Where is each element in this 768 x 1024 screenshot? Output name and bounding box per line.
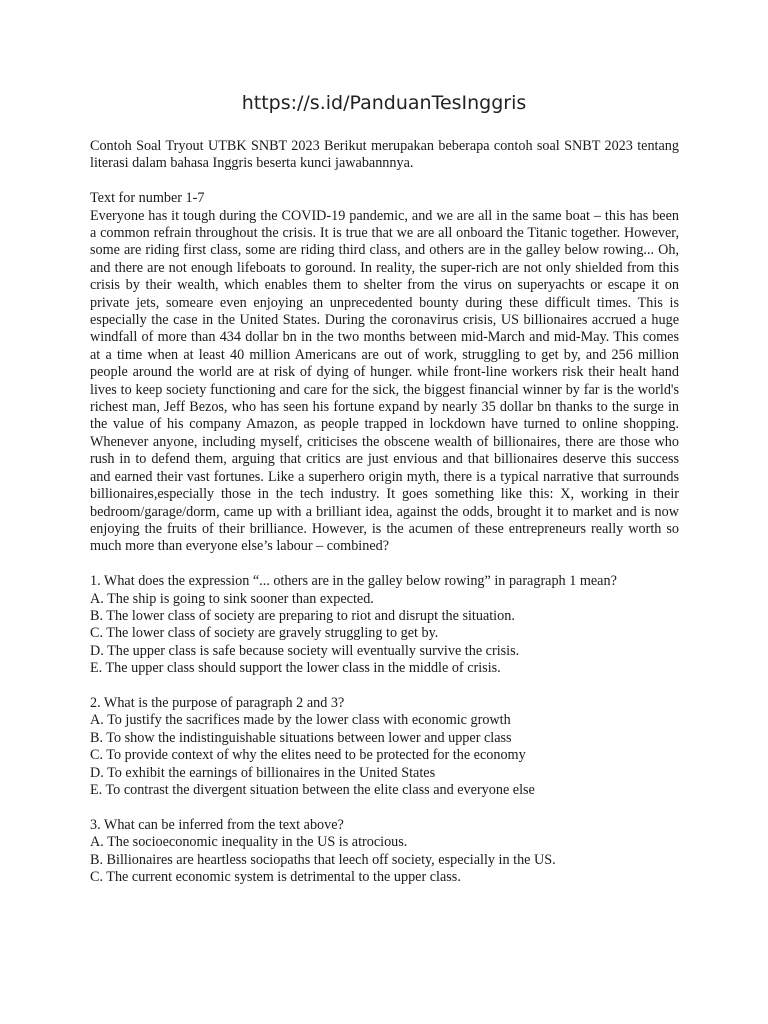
answer-option: A. The ship is going to sink sooner than expected. — [90, 590, 374, 607]
answer-option: B. Billionaires are heartless sociopaths that leech off society, especially in the US. — [90, 851, 556, 868]
question-text: 2. What is the purpose of paragraph 2 and 3? — [90, 694, 345, 711]
question-text: 1. What does the expression “... others are in the galley below rowing” in paragraph 1 mean? — [90, 573, 617, 590]
spacer — [90, 678, 679, 695]
answer-option: C. The lower class of society are gravely struggling to get by. — [90, 625, 439, 642]
document-body — [90, 138, 679, 886]
question-block-3 — [90, 817, 679, 887]
spacer — [90, 556, 679, 573]
spacer — [90, 173, 679, 190]
question-block-1 — [90, 573, 679, 677]
passage-paragraph: Everyone has it tough during the COVID-19 pandemic, and we are all in the same boat – this has been a common refrain throughout the crisis. It is true that we are all onboard the Titanic together. However, some are riding first class, some are riding third class, and others are in the galley below rowing... Oh, and there are not enough lifeboats to goround. In reality, the super-rich are not only shielded from this crisis by their wealth, which enables them to shelter from the virus on superyachts or escape it on private jets, someare even enjoying an unprecedented bounty during these difficult times. This is especially the case in the United States. During the coronavirus crisis, US billionaires accrued a huge windfall of more than 434 dollar bn in the two months between mid-March and mid-May. This comes at a time when at least 40 million Americans are out of work, struggling to get by, and 256 million people around the world are at risk of dying of hunger. while front-line workers risk their healt hand lives to keep society functioning and care for the sick, the biggest financial winner by far is the world's richest man, Jeff Bezos, who has seen his fortune expand by nearly 35 dollar bn thanks to the surge in the value of his company Amazon, as people trapped in lockdown have turned to online shopping. Whenever anyone, including myself, criticises the obscene wealth of billionaires, there are those who rush in to defend them, arguing that critics are just envious and that billionaires deserve this success and earned their vast fortunes. Like a superhero origin myth, there is a typical narrative that surrounds billionaires,especially those in the tech industry. It goes something like this: X, working in their bedroom/garage/dorm, came up with a brilliant idea, against the odds, brought it to market and is now enjoying the fruits of their brilliance. However, is the acumen of these entrepreneurs really worth so much more than everyone else’s labour – combined? — [90, 207, 679, 555]
text-heading: Text for number 1-7 — [90, 190, 205, 207]
answer-option: D. To exhibit the earnings of billionaires in the United States — [90, 764, 436, 781]
answer-option: C. To provide context of why the elites need to be protected for the economy — [90, 747, 526, 764]
intro-paragraph: Contoh Soal Tryout UTBK SNBT 2023 Berikut merupakan beberapa contoh soal SNBT 2023 tentang literasi dalam bahasa Inggris beserta kunci jawabannnya. — [90, 138, 679, 172]
answer-option: E. To contrast the divergent situation between the elite class and everyone else — [90, 781, 535, 798]
answer-option: E. The upper class should support the lower class in the middle of crisis. — [90, 660, 501, 677]
answer-option: A. To justify the sacrifices made by the lower class with economic growth — [90, 712, 511, 729]
answer-option: A. The socioeconomic inequality in the US is atrocious. — [90, 834, 408, 851]
answer-option: D. The upper class is safe because society will eventually survive the crisis. — [90, 642, 520, 659]
answer-option: B. To show the indistinguishable situations between lower and upper class — [90, 729, 512, 746]
header-url[interactable]: https://s.id/PanduanTesInggris — [241, 92, 527, 114]
spacer — [90, 799, 679, 816]
question-block-2 — [90, 695, 679, 799]
answer-option: B. The lower class of society are preparing to riot and disrupt the situation. — [90, 607, 515, 624]
answer-option: C. The current economic system is detrimental to the upper class. — [90, 869, 461, 885]
question-text: 3. What can be inferred from the text above? — [90, 816, 344, 833]
